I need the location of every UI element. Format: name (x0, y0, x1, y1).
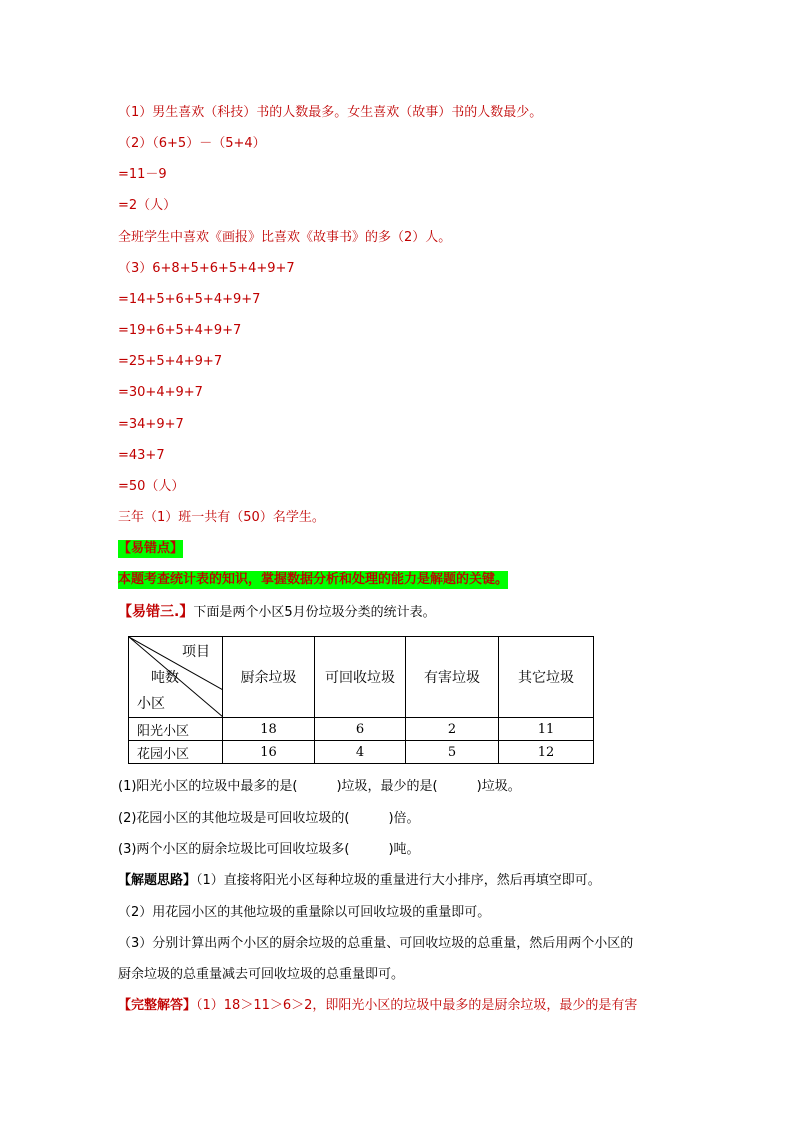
table-row (129, 718, 594, 741)
answer-line-1: （1）男生喜欢（科技）书的人数最多。女生喜欢（故事）书的人数最少。 (118, 105, 543, 120)
garbage-stats-table (128, 636, 594, 764)
solution-full-1: （1）18＞11＞6＞2，即阳光小区的垃圾中最多的是厨余垃圾，最少的是有害 (196, 998, 638, 1013)
problem-3-label: 【易错三.】 (118, 604, 194, 620)
solution-full-label: 【完整解答】 (118, 998, 197, 1013)
corner-label-item: 项目 (182, 644, 210, 660)
table-corner-cell (129, 637, 223, 718)
problem-3-intro: 下面是两个小区5月份垃圾分类的统计表。 (193, 605, 436, 620)
table-cell: 18 (223, 718, 315, 741)
answer-line-10: =30+4+9+7 (118, 385, 203, 400)
answer-line-11: =34+9+7 (118, 417, 184, 432)
answer-line-8: =19+6+5+4+9+7 (118, 323, 242, 338)
table-header-cell: 可回收垃圾 (315, 637, 406, 718)
answer-line-2: （2）（6+5）－（5+4） (118, 136, 266, 151)
table-cell: 4 (315, 741, 406, 764)
solution-idea-label: 【解题思路】 (118, 873, 197, 888)
table-header-cell: 有害垃圾 (406, 637, 499, 718)
answer-line-6: （3）6+8+5+6+5+4+9+7 (118, 261, 295, 276)
answer-line-4: =2（人） (118, 198, 177, 213)
table-row (129, 741, 594, 764)
table-row-name: 阳光小区 (129, 718, 223, 741)
table-cell: 6 (315, 718, 406, 741)
problem-3-intro-line (118, 603, 436, 622)
answer-line-12: =43+7 (118, 448, 165, 463)
corner-label-tons: 吨数 (151, 670, 179, 686)
table-header-row (129, 637, 594, 718)
answer-line-9: =25+5+4+9+7 (118, 354, 223, 369)
solution-idea-3a: （3）分别计算出两个小区的厨余垃圾的总重量、可回收垃圾的总重量，然后用两个小区的 (118, 936, 634, 951)
answer-line-13: =50（人） (118, 479, 185, 494)
answer-line-7: =14+5+6+5+4+9+7 (118, 292, 261, 307)
table-header-cell: 厨余垃圾 (223, 637, 315, 718)
question-1: (1)阳光小区的垃圾中最多的是( )垃圾，最少的是( )垃圾。 (118, 779, 521, 794)
solution-idea-line-1 (118, 872, 601, 890)
solution-idea-2: （2）用花园小区的其他垃圾的重量除以可回收垃圾的重量即可。 (118, 905, 491, 920)
table-header-cell: 其它垃圾 (499, 637, 594, 718)
table-cell: 16 (223, 741, 315, 764)
solution-full-line-1 (118, 997, 637, 1015)
error-point-text: 本题考查统计表的知识，掌握数据分析和处理的能力是解题的关键。 (118, 572, 509, 587)
solution-idea-3b: 厨余垃圾的总重量减去可回收垃圾的总重量即可。 (118, 967, 405, 982)
table-cell: 12 (499, 741, 594, 764)
solution-idea-1: （1）直接将阳光小区每种垃圾的重量进行大小排序，然后再填空即可。 (196, 873, 601, 888)
corner-label-community: 小区 (137, 696, 165, 712)
answer-line-5: 全班学生中喜欢《画报》比喜欢《故事书》的多（2）人。 (118, 230, 452, 245)
table-cell: 5 (406, 741, 499, 764)
error-point-heading: 【易错点】 (118, 541, 184, 556)
table-row-name: 花园小区 (129, 741, 223, 764)
table-cell: 11 (499, 718, 594, 741)
question-3: (3)两个小区的厨余垃圾比可回收垃圾多( )吨。 (118, 842, 420, 857)
answer-line-3: =11－9 (118, 167, 167, 182)
question-2: (2)花园小区的其他垃圾是可回收垃圾的( )倍。 (118, 811, 420, 826)
table-cell: 2 (406, 718, 499, 741)
answer-line-14: 三年（1）班一共有（50）名学生。 (118, 510, 325, 525)
